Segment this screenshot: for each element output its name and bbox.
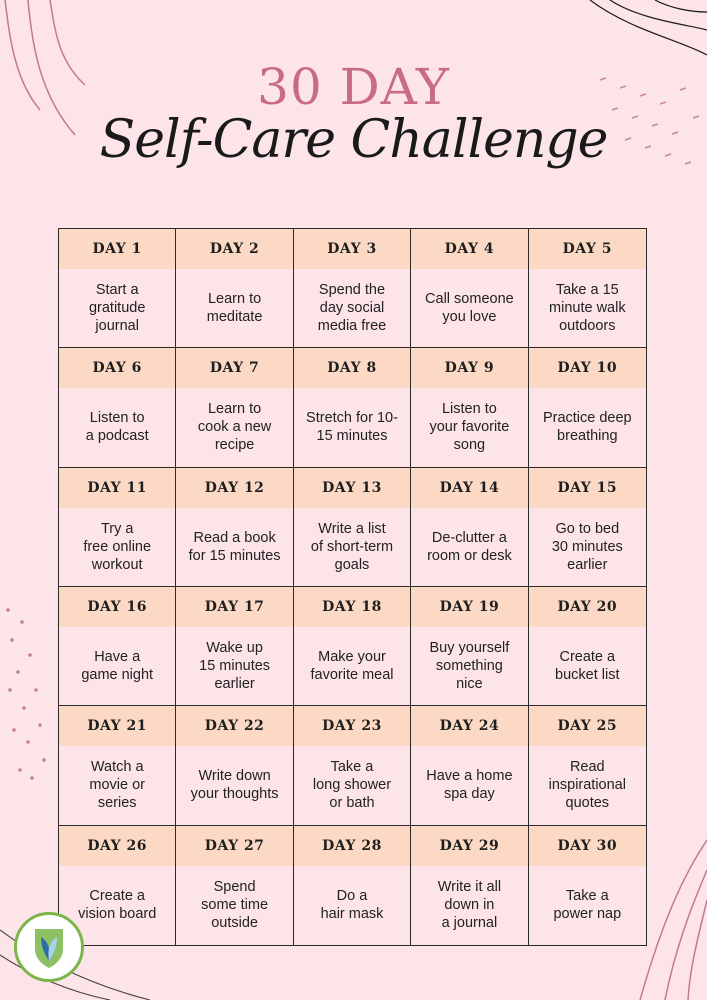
day-cell [176,826,293,945]
day-cell [294,706,411,825]
day-label: DAY 3 [294,229,410,269]
day-task: Call someone you love [425,291,514,326]
day-cell [411,587,528,706]
day-task: Take a power nap [553,888,622,923]
day-task: Write a list of short-term goals [310,520,394,573]
day-cell [176,706,293,825]
day-cell [176,468,293,587]
day-task: Spend some time outside [201,879,269,932]
day-cell [59,348,176,467]
day-cell [59,468,176,587]
day-label: DAY 16 [59,587,175,627]
day-cell [411,706,528,825]
day-task: Go to bed 30 minutes earlier [551,520,623,573]
day-task: Buy yourself something nice [429,640,510,693]
day-label: DAY 4 [411,229,527,269]
day-cell [176,229,293,348]
shield-leaf-logo-icon [14,912,84,982]
day-label: DAY 10 [529,348,646,388]
day-task: Stretch for 10- 15 minutes [306,410,398,445]
day-cell [529,348,646,467]
day-cell [294,826,411,945]
day-cell [529,706,646,825]
day-task: Create a bucket list [555,649,620,684]
logo-graphic [17,915,81,979]
day-cell [529,468,646,587]
day-cell [176,348,293,467]
day-cell [59,706,176,825]
day-cell [294,348,411,467]
day-cell [411,348,528,467]
day-label: DAY 27 [176,826,292,866]
day-label: DAY 6 [59,348,175,388]
day-task: Try a free online workout [83,520,152,573]
day-task: Write down your thoughts [190,768,279,803]
day-label: DAY 26 [59,826,175,866]
day-task: Spend the day social media free [317,282,387,335]
day-label: DAY 2 [176,229,292,269]
day-label: DAY 13 [294,468,410,508]
day-task: Listen to your favorite song [429,401,510,454]
day-task: Start a gratitude journal [88,282,146,335]
day-task: Take a 15 minute walk outdoors [549,282,626,335]
day-label: DAY 12 [176,468,292,508]
day-label: DAY 18 [294,587,410,627]
day-label: DAY 7 [176,348,292,388]
day-task: Watch a movie or series [89,759,145,812]
day-cell [411,468,528,587]
day-cell [411,826,528,945]
day-label: DAY 5 [529,229,646,269]
day-task: Create a vision board [78,888,157,923]
day-label: DAY 1 [59,229,175,269]
challenge-grid [58,228,647,946]
title-self-care-challenge: Self-Care Challenge [99,110,608,170]
day-task: Learn to cook a new recipe [197,401,272,454]
day-cell [176,587,293,706]
day-task: De-clutter a room or desk [427,529,512,564]
day-cell [529,587,646,706]
day-label: DAY 23 [294,706,410,746]
day-cell [529,826,646,945]
day-label: DAY 22 [176,706,292,746]
title-30-day: 30 DAY [257,58,450,116]
day-cell [59,587,176,706]
day-task: Have a game night [81,649,154,684]
day-label: DAY 30 [529,826,646,866]
day-cell [529,229,646,348]
day-task: Wake up 15 minutes earlier [199,640,271,693]
day-task: Write it all down in a journal [437,879,502,932]
day-task: Have a home spa day [426,768,513,803]
day-task: Read a book for 15 minutes [188,529,281,564]
day-cell [294,229,411,348]
day-label: DAY 24 [411,706,527,746]
day-cell [294,587,411,706]
day-label: DAY 17 [176,587,292,627]
day-task: Listen to a podcast [85,410,149,445]
day-cell [294,468,411,587]
day-label: DAY 29 [411,826,527,866]
day-label: DAY 14 [411,468,527,508]
day-label: DAY 20 [529,587,646,627]
day-label: DAY 15 [529,468,646,508]
day-label: DAY 11 [59,468,175,508]
day-task: Learn to meditate [206,291,263,326]
day-label: DAY 28 [294,826,410,866]
day-task: Take a long shower or bath [312,759,392,812]
day-task: Do a hair mask [320,888,384,923]
day-task: Practice deep breathing [542,410,632,445]
day-task: Make your favorite meal [310,649,394,684]
day-cell [59,229,176,348]
day-label: DAY 21 [59,706,175,746]
day-label: DAY 8 [294,348,410,388]
day-label: DAY 19 [411,587,527,627]
day-label: DAY 9 [411,348,527,388]
day-label: DAY 25 [529,706,646,746]
day-cell [411,229,528,348]
day-task: Read inspirational quotes [548,759,626,812]
